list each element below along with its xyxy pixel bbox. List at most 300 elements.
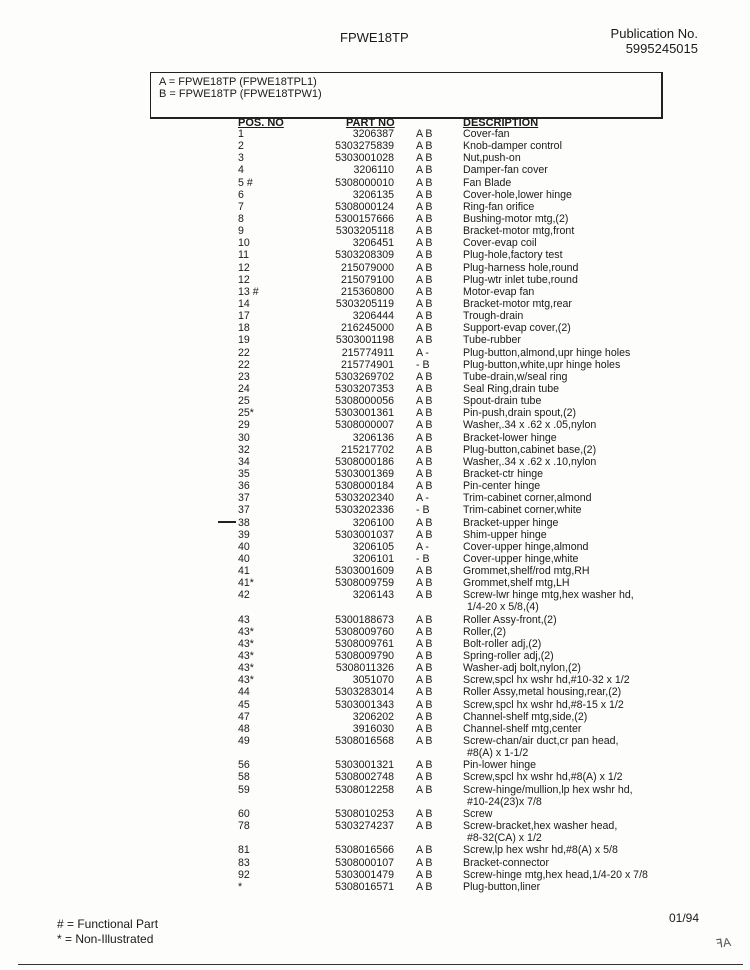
- position-number: *: [238, 880, 243, 893]
- part-description-continued: 1/4-20 x 5/8,(4): [467, 601, 539, 614]
- part-description: Screw,lp hex wshr hd,#8(A) x 5/8: [463, 844, 618, 857]
- table-row: [0, 662, 750, 674]
- publication-info: [611, 26, 698, 56]
- part-number: 5300157666: [335, 212, 394, 225]
- model-applicability: A -: [416, 540, 429, 553]
- part-number: 216245000: [340, 322, 394, 335]
- part-number: 5303001361: [335, 407, 394, 420]
- model-applicability: A B: [416, 200, 433, 213]
- table-row: [0, 541, 750, 553]
- part-number: 5308011326: [335, 662, 394, 675]
- part-description: Plug-button,cabinet base,(2): [463, 443, 597, 456]
- position-number: 25*: [238, 407, 254, 420]
- table-row: [0, 407, 750, 419]
- part-description: Damper-fan cover: [463, 164, 548, 177]
- model-applicability: A B: [416, 273, 433, 286]
- part-description: Screw-hinge mtg,hex head,1/4-20 x 7/8: [463, 868, 648, 881]
- table-row: [0, 844, 750, 856]
- part-description: Screw,spcl hx wshr hd,#8-15 x 1/2: [463, 698, 624, 711]
- part-description: Screw,spcl hx wshr hd,#10-32 x 1/2: [463, 674, 630, 687]
- table-row: [0, 565, 750, 577]
- position-number: 43: [238, 613, 250, 626]
- position-number: 13 #: [238, 285, 259, 298]
- part-description: Cover-upper hinge,almond: [463, 540, 589, 553]
- model-applicability: A B: [416, 710, 433, 723]
- table-row: [0, 638, 750, 650]
- table-row: [0, 626, 750, 638]
- position-number: 40: [238, 540, 250, 553]
- part-number: 5308009761: [335, 637, 394, 650]
- table-row: [0, 480, 750, 492]
- position-number: 60: [238, 807, 250, 820]
- model-applicability: A B: [416, 698, 433, 711]
- table-row: [0, 529, 750, 541]
- model-legend-a: A = FPWE18TP (FPWE18TPL1): [159, 76, 317, 88]
- table-row: [0, 759, 750, 771]
- revision-date: 01/94: [669, 911, 700, 925]
- part-description: Roller Assy,metal housing,rear,(2): [463, 686, 622, 699]
- model-applicability: - B: [416, 552, 430, 565]
- column-header-pos: POS. NO: [238, 117, 284, 129]
- part-description: Screw,spcl hx wshr hd,#8(A) x 1/2: [463, 771, 623, 784]
- model-applicability: A B: [416, 528, 433, 541]
- model-applicability: A B: [416, 297, 433, 310]
- position-number: 81: [238, 844, 250, 857]
- table-row: [0, 650, 750, 662]
- part-number: 5303001343: [335, 698, 394, 711]
- model-applicability: A B: [416, 419, 433, 432]
- model-applicability: A B: [416, 249, 433, 262]
- part-number: 5303001479: [335, 868, 394, 881]
- part-description-continued: #8(A) x 1-1/2: [467, 747, 529, 760]
- model-applicability: A B: [416, 637, 433, 650]
- model-applicability: A B: [416, 868, 433, 881]
- table-row: [0, 164, 750, 176]
- part-number: 3206136: [352, 431, 394, 444]
- position-number: 5 #: [238, 176, 253, 189]
- model-applicability: A B: [416, 443, 433, 456]
- model-applicability: A B: [416, 407, 433, 420]
- table-row: [0, 262, 750, 274]
- table-row: [0, 504, 750, 516]
- position-number: 43*: [238, 650, 254, 663]
- model-applicability: A B: [416, 261, 433, 274]
- model-applicability: A B: [416, 334, 433, 347]
- part-number: 5308000186: [335, 455, 394, 468]
- position-number: 12: [238, 261, 250, 274]
- part-number: 5303275839: [335, 140, 394, 153]
- part-number: 5303205118: [335, 225, 394, 238]
- position-number: 4: [238, 164, 244, 177]
- position-number: 47: [238, 710, 250, 723]
- part-number: 5308009790: [335, 650, 394, 663]
- position-number: 22: [238, 346, 250, 359]
- position-number: 2: [238, 140, 244, 153]
- position-number: 10: [238, 237, 250, 250]
- table-row: [0, 213, 750, 225]
- model-applicability: A B: [416, 516, 433, 529]
- position-number: 18: [238, 322, 250, 335]
- part-description: Cover-fan: [463, 128, 510, 140]
- model-applicability: A B: [416, 152, 433, 165]
- table-row: [0, 857, 750, 869]
- part-description: Plug-harness hole,round: [463, 261, 579, 274]
- model-applicability: A B: [416, 176, 433, 189]
- position-number: 36: [238, 480, 250, 493]
- part-number: 5308016568: [335, 735, 394, 748]
- table-row: [0, 128, 750, 140]
- part-description: Spring-roller adj,(2): [463, 650, 554, 663]
- model-applicability: A B: [416, 674, 433, 687]
- model-applicability: - B: [416, 358, 430, 371]
- position-number: 43*: [238, 625, 254, 638]
- model-applicability: A B: [416, 565, 433, 578]
- table-row: [0, 808, 750, 820]
- table-row: [0, 517, 750, 529]
- position-number: 14: [238, 297, 250, 310]
- part-description: Roller,(2): [463, 625, 506, 638]
- table-row: [0, 249, 750, 261]
- table-row: [0, 553, 750, 565]
- model-applicability: A B: [416, 140, 433, 153]
- table-row: [0, 614, 750, 626]
- model-applicability: A B: [416, 662, 433, 675]
- model-applicability: A B: [416, 771, 433, 784]
- part-description-continued: #8-32(CA) x 1/2: [467, 832, 542, 845]
- part-description: Tube-rubber: [463, 334, 521, 347]
- position-number: 37: [238, 504, 250, 517]
- position-number: 32: [238, 443, 250, 456]
- position-number: 40: [238, 552, 250, 565]
- table-row: [0, 152, 750, 164]
- position-number: 11: [238, 249, 249, 262]
- table-row: [0, 383, 750, 395]
- part-description: Bracket-motor mtg,rear: [463, 297, 572, 310]
- model-applicability: A B: [416, 370, 433, 383]
- table-row: [0, 820, 750, 844]
- model-applicability: A B: [416, 212, 433, 225]
- part-description: Roller Assy-front,(2): [463, 613, 557, 626]
- table-row: [0, 735, 750, 759]
- part-description: Plug-button,almond,upr hinge holes: [463, 346, 631, 359]
- table-row: [0, 286, 750, 298]
- table-row: [0, 869, 750, 881]
- part-description: Support-evap cover,(2): [463, 322, 571, 335]
- part-description: Pin-lower hinge: [463, 759, 537, 772]
- page-bottom-rule: [18, 964, 743, 965]
- model-applicability: A B: [416, 322, 433, 335]
- model-applicability: A B: [416, 467, 433, 480]
- table-row: [0, 686, 750, 698]
- part-description: Motor-evap fan: [463, 285, 535, 298]
- table-row: [0, 177, 750, 189]
- table-row: [0, 456, 750, 468]
- part-description: Bracket-connector: [463, 856, 549, 869]
- part-description: Tube-drain,w/seal ring: [463, 370, 568, 383]
- part-number: 3206202: [352, 710, 394, 723]
- corner-handwritten-mark: ꟻA: [715, 935, 732, 951]
- table-row: [0, 711, 750, 723]
- table-row: [0, 310, 750, 322]
- part-description: Washer,.34 x .62 x .10,nylon: [463, 455, 597, 468]
- part-number: 215360800: [340, 285, 394, 298]
- column-header-description: DESCRIPTION: [463, 117, 539, 129]
- position-number: 25: [238, 395, 250, 408]
- position-number: 23: [238, 370, 250, 383]
- table-row: [0, 359, 750, 371]
- part-description: Trough-drain: [463, 310, 524, 323]
- part-number: 215774911: [341, 346, 394, 359]
- model-applicability: A B: [416, 589, 433, 602]
- publication-number: 5995245015: [625, 41, 698, 56]
- model-applicability: A B: [416, 686, 433, 699]
- part-number: 5308009760: [335, 625, 394, 638]
- position-number: 83: [238, 856, 250, 869]
- position-number: 12: [238, 273, 250, 286]
- part-description-continued: #10-24(23)x 7/8: [467, 795, 542, 808]
- part-number: 3916030: [352, 722, 394, 735]
- table-row: [0, 699, 750, 711]
- model-applicability: A B: [416, 807, 433, 820]
- position-number: 39: [238, 528, 250, 541]
- table-row: [0, 225, 750, 237]
- part-description: Channel-shelf mtg,side,(2): [463, 710, 588, 723]
- part-number: 5308009759: [335, 577, 394, 590]
- part-number: 5308000010: [335, 176, 394, 189]
- part-number: 215774901: [340, 358, 394, 371]
- model-legend-b: B = FPWE18TP (FPWE18TPW1): [159, 88, 322, 100]
- part-number: 5303208309: [335, 249, 394, 262]
- position-number: 78: [238, 820, 250, 833]
- part-number: 5303202340: [335, 492, 394, 505]
- model-applicability: A B: [416, 395, 433, 408]
- table-row: [0, 589, 750, 613]
- model-applicability: A B: [416, 128, 433, 140]
- part-description: Trim-cabinet corner,white: [463, 504, 582, 517]
- position-number: 37: [238, 492, 250, 505]
- part-number: 5308016571: [335, 880, 394, 893]
- table-row: [0, 395, 750, 407]
- model-applicability: A B: [416, 783, 433, 796]
- table-row: [0, 674, 750, 686]
- part-description: Washer-adj bolt,nylon,(2): [463, 662, 581, 675]
- table-row: [0, 468, 750, 480]
- table-row: [0, 237, 750, 249]
- part-description: Ring-fan orifice: [463, 200, 535, 213]
- part-description: Plug-button,white,upr hinge holes: [463, 358, 621, 371]
- table-row: [0, 274, 750, 286]
- part-number: 3206100: [352, 516, 394, 529]
- part-description: Bracket-motor mtg,front: [463, 225, 575, 238]
- part-number: 3206105: [352, 540, 394, 553]
- model-applicability: A B: [416, 225, 433, 238]
- position-number: 42: [238, 589, 250, 602]
- part-number: 5308000107: [335, 856, 394, 869]
- part-description: Pin-push,drain spout,(2): [463, 407, 577, 420]
- table-row: [0, 347, 750, 359]
- part-number: 3206444: [352, 310, 394, 323]
- model-applicability: A -: [416, 492, 429, 505]
- position-number: 7: [238, 200, 244, 213]
- model-applicability: A B: [416, 625, 433, 638]
- table-row: [0, 432, 750, 444]
- table-row: [0, 189, 750, 201]
- position-number: 44: [238, 686, 250, 699]
- part-description: Grommet,shelf mtg,LH: [463, 577, 570, 590]
- table-row: [0, 881, 750, 893]
- part-number: 3206387: [352, 128, 394, 140]
- part-number: 5308000124: [335, 200, 394, 213]
- table-row: [0, 723, 750, 735]
- publication-label: Publication No.: [610, 26, 698, 41]
- position-number: 22: [238, 358, 250, 371]
- part-number: 215217702: [340, 443, 394, 456]
- part-description: Screw: [463, 807, 493, 820]
- position-number: 43*: [238, 674, 254, 687]
- position-number: 29: [238, 419, 250, 432]
- part-number: 3206451: [352, 237, 394, 250]
- part-description: Channel-shelf mtg,center: [463, 722, 582, 735]
- part-number: 5303001369: [335, 467, 394, 480]
- model-applicability: A B: [416, 650, 433, 663]
- position-number: 19: [238, 334, 250, 347]
- part-description: Knob-damper control: [463, 140, 562, 153]
- model-applicability: A B: [416, 856, 433, 869]
- part-number: 5303269702: [335, 370, 394, 383]
- part-description: Screw-chan/air duct,cr pan head,: [463, 735, 619, 748]
- position-number: 24: [238, 382, 250, 395]
- model-applicability: A B: [416, 164, 433, 177]
- part-number: 5303001198: [335, 334, 394, 347]
- table-row: [0, 140, 750, 152]
- model-applicability: - B: [416, 504, 430, 517]
- part-number: 3206143: [352, 589, 394, 602]
- margin-dash-mark: [218, 521, 236, 523]
- part-number: 5303001321: [335, 759, 394, 772]
- part-description: Cover-upper hinge,white: [463, 552, 579, 565]
- position-number: 6: [238, 188, 244, 201]
- part-number: 5303207353: [335, 382, 394, 395]
- part-number: 5303001028: [335, 152, 394, 165]
- part-description: Trim-cabinet corner,almond: [463, 492, 592, 505]
- model-applicability: A B: [416, 722, 433, 735]
- model-legend-box: [150, 72, 663, 119]
- model-applicability: A B: [416, 844, 433, 857]
- position-number: 8: [238, 212, 244, 225]
- model-applicability: A B: [416, 820, 433, 833]
- position-number: 92: [238, 868, 250, 881]
- position-number: 58: [238, 771, 250, 784]
- model-applicability: A B: [416, 431, 433, 444]
- position-number: 34: [238, 455, 250, 468]
- table-row: [0, 577, 750, 589]
- model-applicability: A B: [416, 613, 433, 626]
- position-number: 38: [238, 516, 250, 529]
- part-number: 5303283014: [335, 686, 394, 699]
- part-description: Spout-drain tube: [463, 395, 542, 408]
- position-number: 41*: [238, 577, 254, 590]
- part-number: 5300188673: [335, 613, 394, 626]
- model-applicability: A B: [416, 759, 433, 772]
- part-description: Bushing-motor mtg,(2): [463, 212, 569, 225]
- model-applicability: A B: [416, 310, 433, 323]
- position-number: 43*: [238, 637, 254, 650]
- part-description: Bracket-lower hinge: [463, 431, 557, 444]
- model-applicability: A B: [416, 735, 433, 748]
- position-number: 45: [238, 698, 250, 711]
- model-applicability: A B: [416, 382, 433, 395]
- model-applicability: A B: [416, 577, 433, 590]
- part-number: 215079000: [340, 261, 394, 274]
- model-applicability: A B: [416, 880, 433, 893]
- part-number: 3206110: [353, 164, 394, 177]
- column-header-part: PART NO: [346, 117, 395, 129]
- position-number: 49: [238, 735, 250, 748]
- position-number: 30: [238, 431, 250, 444]
- position-number: 9: [238, 225, 244, 238]
- table-row: [0, 771, 750, 783]
- position-number: 43*: [238, 662, 254, 675]
- part-number: 5308016566: [335, 844, 394, 857]
- part-description: Plug-button,liner: [463, 880, 541, 893]
- part-description: Grommet,shelf/rod mtg,RH: [463, 565, 590, 578]
- part-description: Seal Ring,drain tube: [463, 382, 559, 395]
- position-number: 41: [238, 565, 250, 578]
- part-number: 5303274237: [335, 820, 394, 833]
- part-description: Cover-hole,lower hinge: [463, 188, 572, 201]
- model-applicability: A -: [416, 346, 429, 359]
- part-number: 3051070: [352, 674, 394, 687]
- model-applicability: A B: [416, 237, 433, 250]
- part-number: 5308012258: [335, 783, 394, 796]
- position-number: 59: [238, 783, 250, 796]
- model-applicability: A B: [416, 455, 433, 468]
- table-row: [0, 444, 750, 456]
- part-description: Pin-center hinge: [463, 480, 541, 493]
- part-number: 5303205119: [335, 297, 394, 310]
- part-number: 5303202336: [335, 504, 394, 517]
- part-number: 3206135: [352, 188, 394, 201]
- model-applicability: A B: [416, 480, 433, 493]
- part-number: 3206101: [352, 552, 394, 565]
- part-description: Plug-hole,factory test: [463, 249, 563, 262]
- position-number: 17: [238, 310, 250, 323]
- model-number: FPWE18TP: [340, 30, 409, 45]
- table-row: [0, 334, 750, 346]
- part-description: Nut,push-on: [463, 152, 521, 165]
- part-number: 5303001609: [335, 565, 394, 578]
- part-description: Screw-lwr hinge mtg,hex washer hd,: [463, 589, 634, 602]
- position-number: 56: [238, 759, 250, 772]
- model-applicability: A B: [416, 188, 433, 201]
- table-row: [0, 419, 750, 431]
- table-row: [0, 201, 750, 213]
- legend-non-illustrated: * = Non-Illustrated: [57, 932, 154, 946]
- legend-functional-part: # = Functional Part: [57, 917, 159, 931]
- part-number: 5308010253: [335, 807, 394, 820]
- part-description: Screw-bracket,hex washer head,: [463, 820, 618, 833]
- part-description: Cover-evap coil: [463, 237, 537, 250]
- part-description: Bolt-roller adj,(2): [463, 637, 542, 650]
- position-number: 35: [238, 467, 250, 480]
- table-row: [0, 298, 750, 310]
- table-row: [0, 784, 750, 808]
- part-description: Plug-wtr inlet tube,round: [463, 273, 578, 286]
- part-number: 5308000056: [335, 395, 394, 408]
- part-description: Fan Blade: [463, 176, 512, 189]
- part-description: Bracket-ctr hinge: [463, 467, 544, 480]
- part-description: Screw-hinge/mullion,lp hex wshr hd,: [463, 783, 633, 796]
